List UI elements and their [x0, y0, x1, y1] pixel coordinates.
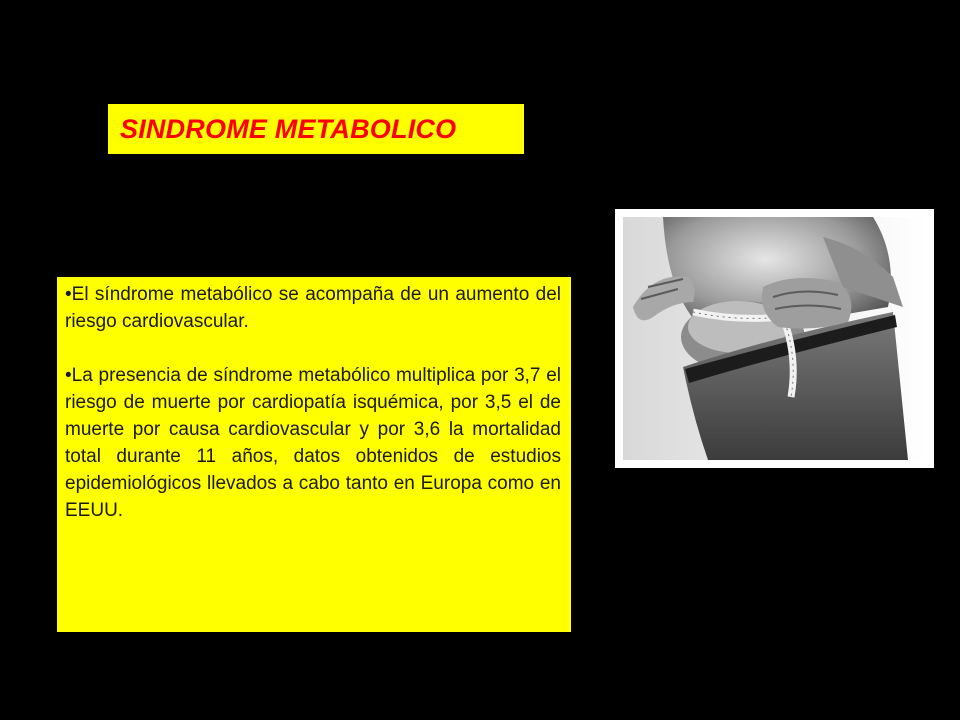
- content-box: [57, 277, 571, 632]
- waist-measurement-photo-icon: [623, 217, 926, 460]
- title-box: [108, 104, 524, 154]
- bullet-paragraph-1: •El síndrome metabólico se acompaña de un aumento del riesgo cardiovascular.: [65, 284, 561, 332]
- slide-title: SINDROME METABOLICO: [120, 113, 457, 144]
- bullet-paragraph-2: •La presencia de síndrome metabólico multiplica por 3,7 el riesgo de muerte por cardiopatía isquémica, por 3,5 el de muerte por causa cardiovascular y por 3,6 la mortalidad total durante 11 años, datos obtenidos de estudios epidemiológicos llevados a cabo tanto en Europa como en EEUU.: [65, 365, 561, 521]
- photo-frame: [615, 209, 934, 468]
